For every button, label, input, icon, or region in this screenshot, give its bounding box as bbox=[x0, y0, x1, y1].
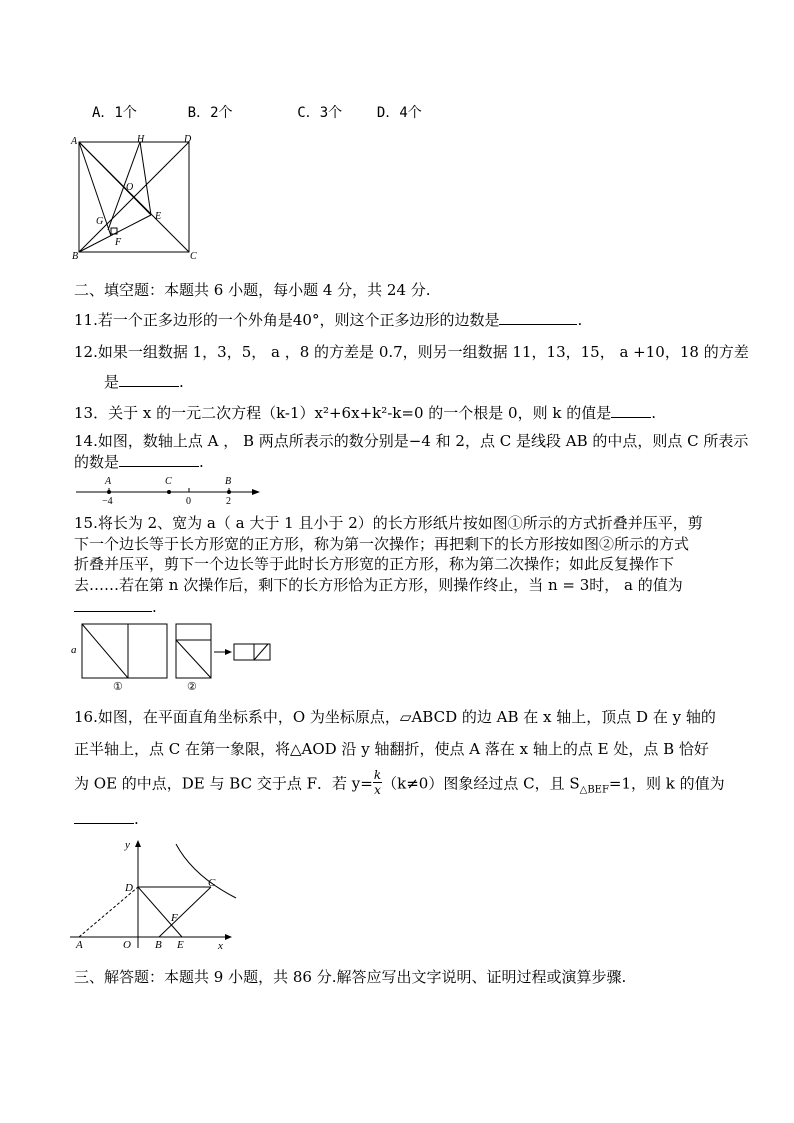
option-a: A．1个 bbox=[92, 105, 137, 121]
answer-blank bbox=[499, 310, 577, 325]
label-D: D bbox=[184, 134, 192, 145]
point-E: E bbox=[177, 939, 184, 950]
fold-caption-1: ① bbox=[113, 681, 123, 692]
axis-y-label: y bbox=[125, 839, 130, 851]
label-A: A bbox=[71, 136, 78, 147]
question-15-line3: 折叠并压平，剪下一个边长等于此时长方形宽的正方形，称为第二次操作；如此反复操作下 bbox=[74, 555, 675, 573]
folding-figure bbox=[68, 620, 278, 692]
question-15-line1: 15.将长为 2、宽为 a（ a 大于 1 且小于 2）的长方形纸片按如图①所示的方式折叠并压平，剪 bbox=[74, 514, 703, 532]
point-B: B bbox=[225, 476, 232, 487]
answer-blank bbox=[74, 809, 134, 824]
fold-caption-2: ② bbox=[187, 681, 197, 692]
answer-blank bbox=[119, 452, 199, 467]
fraction-k-over-x: $\frac{k}{x}$ bbox=[373, 768, 382, 797]
answer-blank bbox=[119, 372, 179, 387]
axis-x-label: x bbox=[218, 940, 223, 950]
section-2-heading: 二、填空题：本题共 6 小题，每小题 4 分，共 24 分. bbox=[74, 281, 431, 299]
number-line-figure bbox=[74, 472, 264, 508]
question-16-line1: 16.如图，在平面直角坐标系中，O 为坐标原点，▱ABCD 的边 AB 在 x 轴上，顶点 D 在 y 轴的 bbox=[74, 708, 716, 726]
question-12-line1: 12.如果一组数据 1，3，5， a ，8 的方差是 0.7，则另一组数据 11，13，15， a +10，18 的方差 bbox=[74, 343, 749, 361]
question-12-line2: 是 . bbox=[104, 373, 184, 391]
question-16-line4: . bbox=[74, 808, 139, 830]
point-D: D bbox=[125, 882, 133, 894]
question-15-line4: 去……若在第 n 次操作后，剩下的长方形恰为正方形，则操作终止，当 n = 3时， a 的值为 bbox=[74, 576, 683, 594]
tick-2: 2 bbox=[226, 496, 231, 507]
point-F: F bbox=[171, 912, 178, 924]
tick-0: 0 bbox=[186, 496, 191, 507]
label-G: G bbox=[96, 216, 104, 227]
answer-blank bbox=[74, 597, 152, 612]
label-C: C bbox=[190, 251, 197, 262]
option-c: C．3个 bbox=[297, 105, 343, 121]
option-d: D．4个 bbox=[376, 105, 422, 121]
label-H: H bbox=[137, 134, 145, 145]
point-B-coord: B bbox=[155, 939, 162, 950]
point-C-coord: C bbox=[208, 877, 216, 889]
coordinate-figure bbox=[68, 836, 243, 950]
label-B: B bbox=[72, 251, 79, 262]
label-O: O bbox=[126, 182, 134, 193]
label-F: F bbox=[115, 237, 122, 248]
square-figure bbox=[68, 132, 203, 262]
question-13: 13．关于 x 的一元二次方程（k-1）x²+6x+k²-k=0 的一个根是 0，则 k 的值是 . bbox=[74, 404, 656, 422]
label-E: E bbox=[155, 211, 162, 222]
answer-blank bbox=[611, 403, 651, 418]
question-16-line2: 正半轴上，点 C 在第一象限，将△AOD 沿 y 轴翻折，使点 A 落在 x 轴上的点 E 处，点 B 恰好 bbox=[74, 740, 709, 758]
point-A: A bbox=[105, 476, 112, 487]
origin-O: O bbox=[123, 939, 131, 950]
section-3-heading: 三、解答题：本题共 9 小题，共 86 分.解答应写出文字说明、证明过程或演算步骤. bbox=[74, 968, 627, 986]
tick-neg4: −4 bbox=[102, 496, 113, 507]
answer-options bbox=[92, 101, 468, 124]
point-C: C bbox=[165, 476, 172, 487]
question-14-line1: 14.如图，数轴上点 A ， B 两点所表示的数分别是−4 和 2，点 C 是线段 AB 的中点，则点 C 所表示 bbox=[74, 432, 749, 450]
option-b: B．2个 bbox=[187, 105, 233, 121]
question-11: 11.若一个正多边形的一个外角是40°，则这个正多边形的边数是 . bbox=[74, 311, 583, 329]
fold-side-a: a bbox=[71, 644, 77, 656]
question-14-line2: 的数是 . bbox=[74, 453, 204, 471]
question-16-line3: 为 OE 的中点，DE 与 BC 交于点 F．若 y= $\frac{k}{x}$ （k≠0）图象经过点 C，且 $S_{\triangle BEF}=1$，则 k 的值为 bbox=[74, 768, 725, 797]
point-A-coord: A bbox=[76, 939, 83, 950]
question-15-line2: 下一个边长等于长方形宽的正方形，称为第一次操作；再把剩下的长方形按如图②所示的方式 bbox=[74, 535, 690, 553]
question-15-line5: . bbox=[74, 596, 157, 618]
